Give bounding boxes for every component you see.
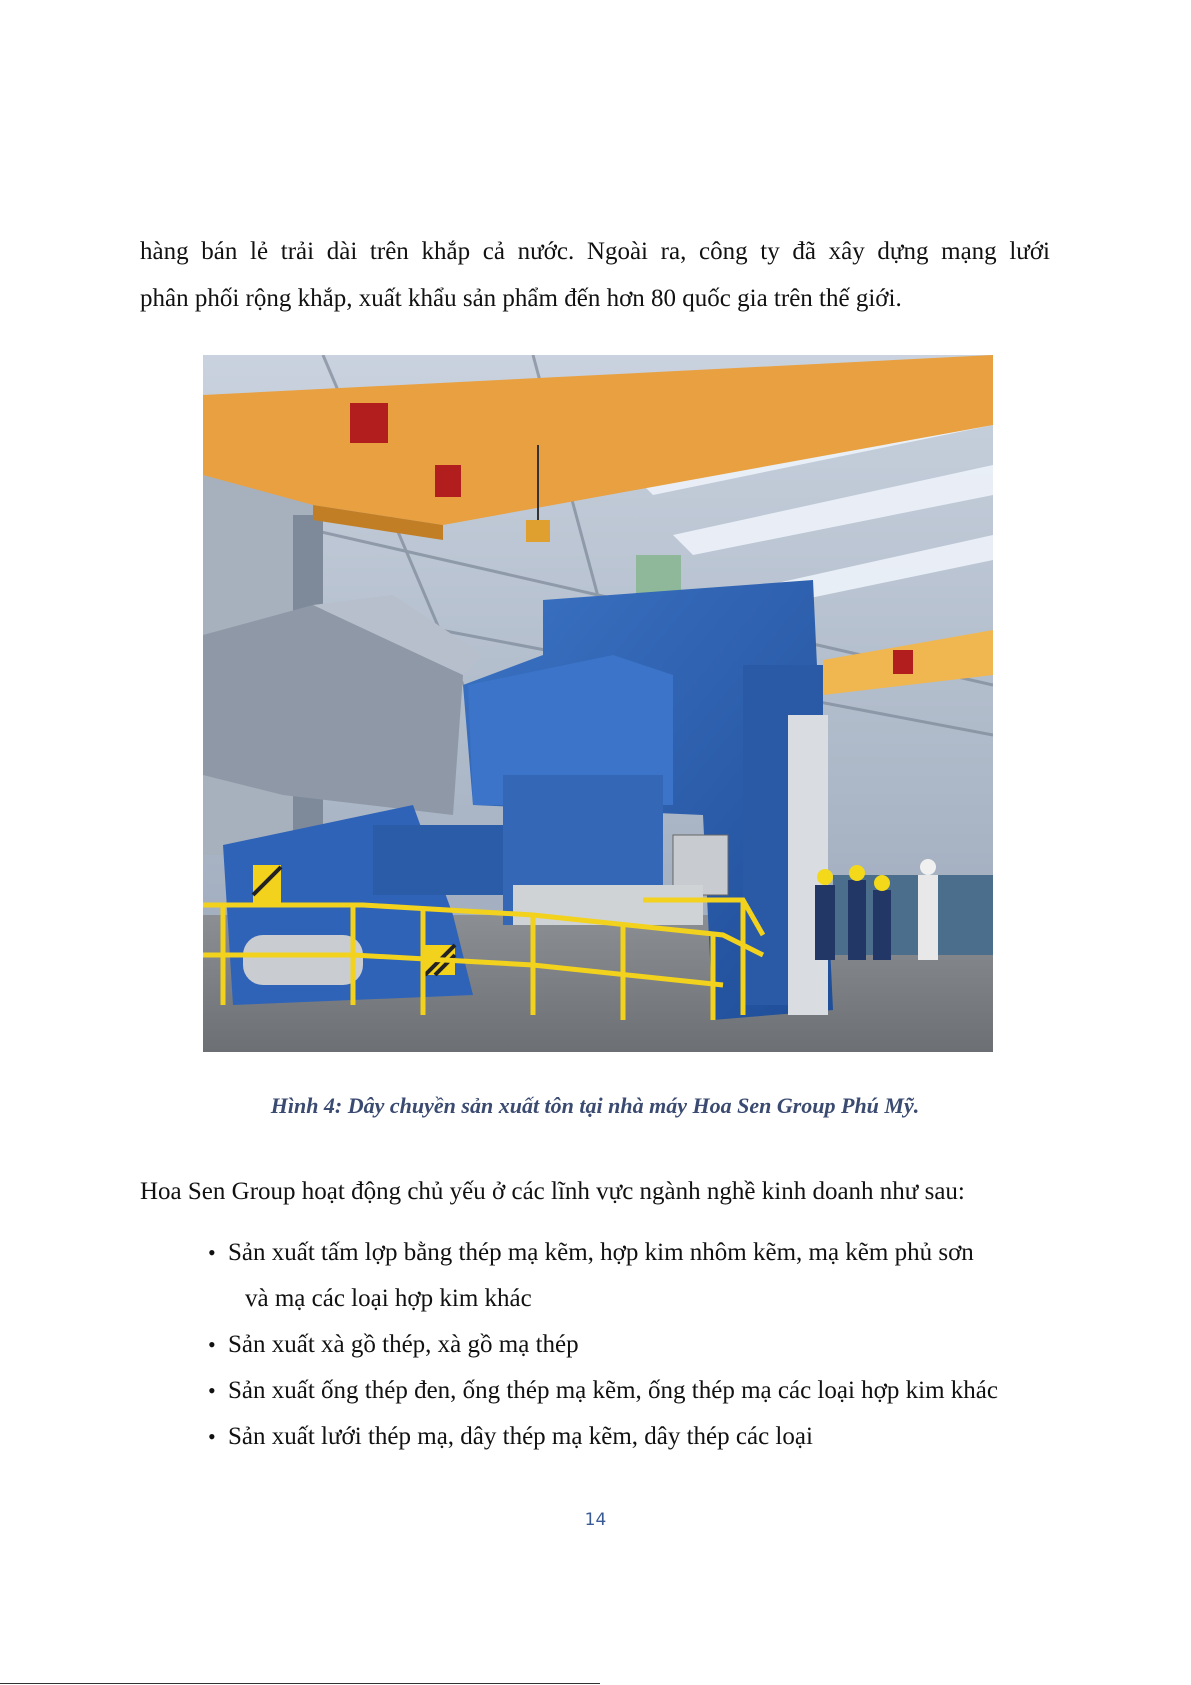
walkway	[513, 885, 703, 925]
page-number: 14	[584, 1510, 607, 1530]
bullet-marker: •	[208, 1332, 216, 1357]
list-item	[208, 1414, 1058, 1460]
footer-rule	[0, 1683, 600, 1684]
intro-paragraph	[140, 228, 1050, 322]
list-item	[208, 1230, 1058, 1322]
list-item-text: Sản xuất lưới thép mạ, dây thép mạ kẽm, dây thép các loại	[228, 1423, 813, 1450]
factory-illustration	[203, 355, 993, 1052]
business-activities-list	[208, 1230, 1058, 1460]
intro-line-2: phân phối rộng khắp, xuất khẩu sản phẩm đến hơn 80 quốc gia trên thế giới.	[140, 285, 902, 312]
list-item	[208, 1322, 1058, 1368]
steel-coil	[243, 935, 363, 985]
intro-line-1: hàng bán lẻ trải dài trên khắp cả nước. Ngoài ra, công ty đã xây dựng mạng lưới	[140, 238, 1050, 265]
factory-photo	[203, 355, 993, 1052]
list-item-text: Sản xuất xà gồ thép, xà gồ mạ thép	[228, 1331, 579, 1358]
bullet-marker: •	[208, 1424, 216, 1449]
bullet-marker: •	[208, 1378, 216, 1403]
list-item	[208, 1368, 1058, 1414]
list-item-text: Sản xuất ống thép đen, ống thép mạ kẽm, ống thép mạ các loại hợp kim khác	[228, 1377, 998, 1404]
crane-hook	[526, 520, 550, 542]
activities-intro: Hoa Sen Group hoạt động chủ yếu ở các lĩnh vực ngành nghề kinh doanh như sau:	[140, 1178, 965, 1205]
control-column	[788, 715, 828, 1015]
list-item-text: Sản xuất tấm lợp bằng thép mạ kẽm, hợp kim nhôm kẽm, mạ kẽm phủ sơn	[228, 1239, 974, 1266]
bullet-marker: •	[208, 1240, 216, 1265]
crane-logo-2	[435, 465, 461, 497]
list-item-text-continued: và mạ các loại hợp kim khác	[245, 1285, 532, 1312]
figure-caption: Hình 4: Dây chuyền sản xuất tôn tại nhà máy Hoa Sen Group Phú Mỹ.	[270, 1093, 920, 1118]
crane-logo-1	[350, 403, 388, 443]
